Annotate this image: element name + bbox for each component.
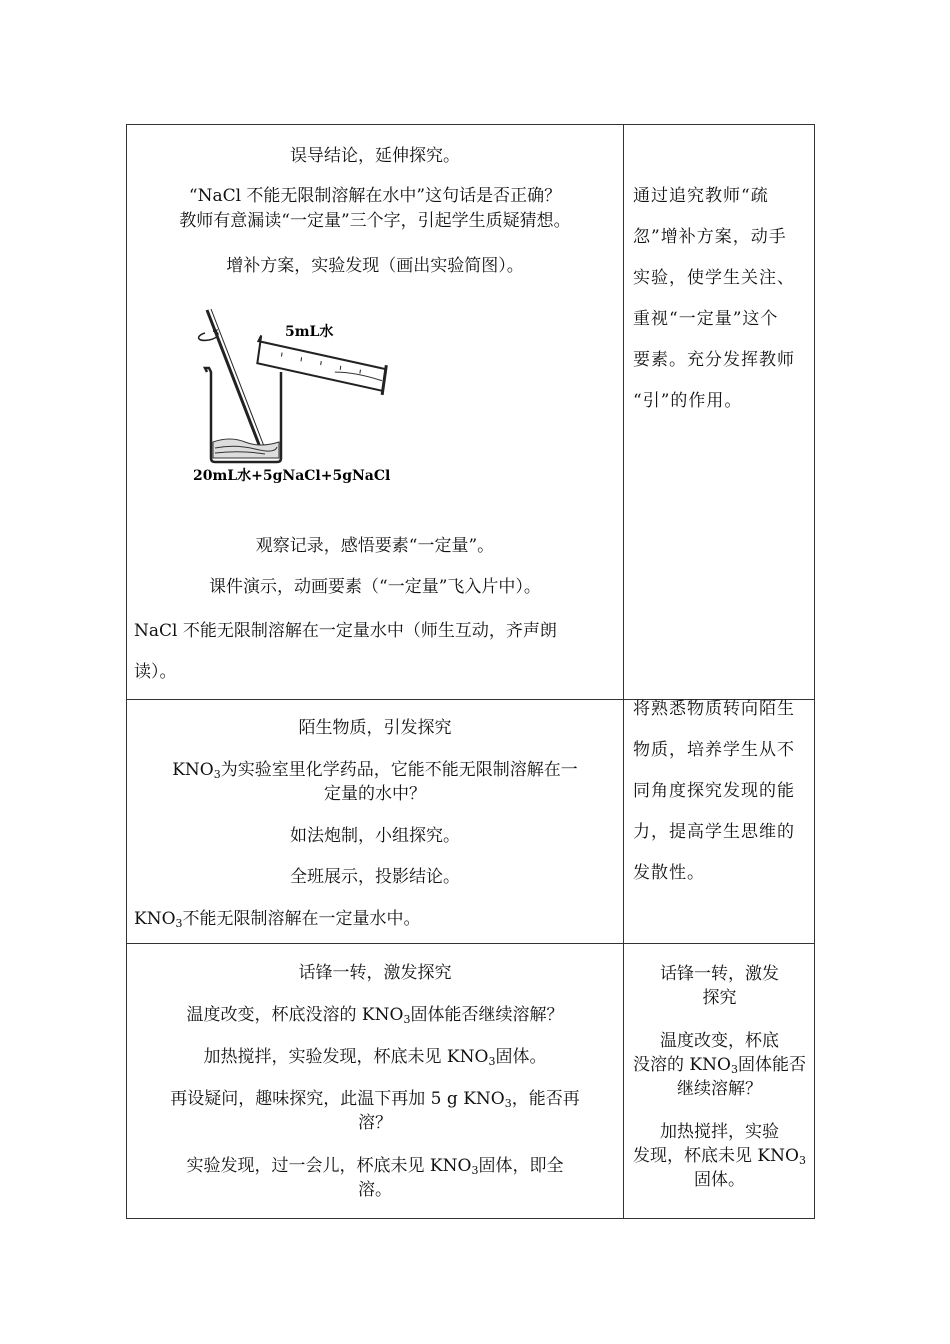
row1-question-line2: 教师有意漏读“一定量”三个字，引起学生质疑猜想。 — [179, 211, 571, 231]
side-line: 物质，培养学生从不 — [633, 740, 795, 760]
side-line: 通过追究教师“疏 — [633, 186, 769, 206]
side-line: 力，提高学生思维的 — [633, 822, 795, 842]
side-line: 实验，使学生关注、 — [633, 268, 795, 288]
row2-method: 如法炮制，小组探究。 — [290, 826, 460, 846]
cylinder-label: 5mL水 — [285, 324, 334, 340]
side-line: 将熟悉物质转向陌生 — [633, 699, 795, 719]
row-divider-2 — [127, 943, 814, 944]
side-line: 忽”增补方案，动手 — [633, 227, 787, 247]
row1-supplement: 增补方案，实验发现（画出实验简图）。 — [226, 256, 524, 276]
side-line: 发现，杯底未见 $KNO_3$ — [633, 1146, 806, 1167]
side-line: 温度改变，杯底 — [660, 1031, 779, 1051]
experiment-figure — [185, 300, 405, 495]
row1-observe: 观察记录，感悟要素“一定量”。 — [255, 536, 495, 556]
row1-conclusion-line2: 读）。 — [134, 662, 177, 682]
row2-question-line2: 定量的水中？ — [324, 784, 426, 804]
beaker-solution — [213, 439, 279, 458]
row2-question-line1: $KNO_3$为实验室里化学药品，它能不能无限制溶解在一 — [172, 760, 578, 781]
row3-again-line1: 再设疑问，趣味探究，此温下再加 5 g $KNO_3$，能否再 — [170, 1089, 580, 1110]
row3-again-line2: 溶？ — [358, 1113, 392, 1133]
row3-result-line1: 实验发现，过一会儿，杯底未见 $KNO_3$固体，即全 — [186, 1156, 564, 1177]
row3-result-line2: 溶。 — [358, 1180, 392, 1200]
side-line: 要素。充分发挥教师 — [633, 350, 795, 370]
side-line: 继续溶解？ — [677, 1079, 762, 1099]
side-line: “引”的作用。 — [633, 391, 743, 411]
side-line: 加热搅拌，实验 — [660, 1122, 779, 1142]
side-line: 重视“一定量”这个 — [633, 309, 779, 329]
row3-heating: 加热搅拌，实验发现，杯底未见 $KNO_3$固体。 — [203, 1047, 547, 1068]
row2-conclusion: $KNO_3$不能无限制溶解在一定量水中。 — [134, 909, 421, 930]
row1-question-line1: “NaCl 不能无限制溶解在水中”这句话是否正确？ — [188, 186, 562, 206]
row1-conclusion-line1: NaCl 不能无限制溶解在一定量水中（师生互动，齐声朗 — [134, 621, 557, 641]
side-line: 同角度探究发现的能 — [633, 781, 795, 801]
row3-temperature: 温度改变，杯底没溶的 $KNO_3$固体能否继续溶解？ — [186, 1005, 564, 1026]
side-line: 发散性。 — [633, 863, 705, 883]
side-line: 没溶的 $KNO_3$固体能否 — [633, 1055, 806, 1076]
beaker-label: 20mL水+5gNaCl+5gNaCl — [193, 468, 391, 484]
row3-heading: 话锋一转，激发探究 — [298, 963, 452, 983]
row1-heading: 误导结论，延伸探究。 — [290, 146, 460, 166]
row2-display: 全班展示，投影结论。 — [290, 867, 460, 887]
side-line: 话锋一转，激发 — [660, 964, 779, 984]
row1-courseware: 课件演示，动画要素（“一定量”飞入片中）。 — [209, 577, 541, 597]
side-line: 固体。 — [694, 1170, 745, 1190]
row2-heading: 陌生物质，引发探究 — [298, 718, 452, 738]
side-line: 探究 — [702, 988, 737, 1008]
